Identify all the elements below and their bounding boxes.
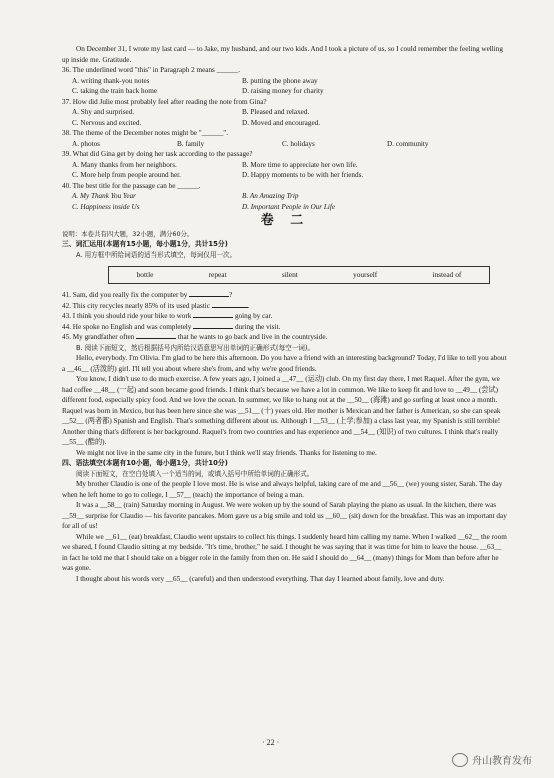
question-38 (62, 128, 508, 149)
section-title: 卷 二 (260, 213, 310, 228)
part4-paragraph-2: It was a __58__ (rain) Saturday morning in August. We were woken up by the sound of Sarah playing the piano as usual. In the kitchen, there was __59__ surprise for Claudio — his favorite pancakes. Mom gave us a big smile and told us __60__ (sit) down for the breakfast. This was an important day for all of us! (62, 501, 507, 530)
item-text: 43. I think you should ride your bike to work (62, 312, 192, 320)
option-a[interactable]: A. My Thank You Year (72, 192, 136, 200)
question-number: 39. (62, 150, 71, 158)
answer-blank[interactable] (136, 338, 176, 339)
option-a[interactable]: A. Many thanks from her neighbors. (72, 160, 177, 169)
part3-b-instruction: B. 阅读下面短文，然后根据括号内所给汉语意思写出单词的正确形式(每空一词)。 (76, 343, 315, 352)
watermark (452, 752, 532, 767)
item-text: 42. This city recycles nearly 85% of its used plastic (62, 301, 210, 310)
question-39 (62, 149, 508, 181)
item-text: 41. Sam, did you really fix the computer by (62, 291, 188, 299)
option-d[interactable]: D. raising money for charity (242, 87, 324, 95)
item-text: going by car. (234, 312, 273, 320)
option-c[interactable]: C. Happiness inside Us (72, 202, 140, 211)
answer-blank[interactable] (189, 296, 229, 297)
answer-blank[interactable] (193, 317, 233, 318)
option-d[interactable]: D. Important People in Our Life (242, 202, 336, 211)
answer-blank[interactable] (212, 307, 248, 308)
part3-b-paragraph-2: You know, I didn't use to do much exercise. A few years ago, I joined a __47__ (运动) club. On my first day there, I met Raquel. After the gym, we had coffee __48__ (一起) and soon became good friends. I think that's because we have a lot in common. We like to keep fit and love to __49__ (尝试) different food, especially spicy food. And we love the ocean. In summer, we like to hang out at the __50__ (海滩) and go surfing at least once a month. Raquel was born in Mexico, but has been here since she was __51__ (十) years old. Her mother is Mexican and her father is American, so she can speak __52__ (两者都) Spanish and English. That's something different about us. Although I __53__ (上学;参加) a class last year, my Spanish is still terrible! Another thing that's different is her background. Raquel's from two countries and has experience and __54__ (知识) of two cultures. I think that's really __55__ (酷的). (62, 375, 501, 446)
option-b[interactable]: B. family (177, 139, 205, 148)
question-stem: The best title for the passage can be ______. (72, 181, 201, 190)
option-c[interactable]: C. taking the train back home (72, 87, 158, 95)
word-box-item: instead of (432, 269, 462, 279)
part4-header: 四、语法填空(本题有10小题，每小题1分，共计10分) (62, 459, 228, 467)
page-content (62, 44, 508, 584)
option-c[interactable]: C. More help from people around her. (72, 171, 181, 179)
option-c[interactable]: C. holidays (282, 139, 315, 148)
question-number: 37. (62, 97, 71, 106)
item-text: during the visit. (234, 322, 281, 331)
item-text: . (247, 301, 250, 310)
passage-end: On December 31, I wrote my last card — to Jake, my husband, and our two kids. And I took a picture of us, so I could remember the feeling welling up inside me. Gratitude. (62, 45, 503, 64)
question-stem: The underlined word "this" in Paragraph 2 means ______. (72, 66, 241, 74)
fill-item-43 (62, 311, 508, 322)
word-box-item: yourself (353, 269, 378, 279)
question-36 (62, 65, 508, 97)
question-number: 40. (62, 181, 71, 190)
wechat-logo-icon (452, 753, 468, 767)
question-37 (62, 97, 508, 129)
part4-paragraph-4: I thought about his words very __65__ (careful) and then understood everything. That day I learned about family, love and duty. (76, 574, 445, 583)
part3-b-paragraph-1: Hello, everybody. I'm Olivia. I'm glad to be here this afternoon. Do you have a friend with an interesting background? Today, I'd like to tell you about a __46__ (活泼的) girl. I'll tell you about where she's from, and why we're good friends. (62, 354, 507, 373)
item-text: 45. My grandfather often (62, 333, 135, 341)
option-c[interactable]: C. Nervous and excited. (72, 118, 142, 127)
question-number: 36. (62, 66, 71, 74)
question-40 (62, 181, 508, 213)
page-number: · 22 · (262, 738, 280, 747)
fill-item-41 (62, 290, 508, 301)
section-note: 说明：本卷共有四大题，32小题，满分60分。 (62, 229, 194, 238)
word-box-item: silent (281, 269, 298, 279)
watermark-text: 舟山教育发布 (472, 756, 532, 767)
word-box-item: repeat (208, 269, 227, 279)
questions-block (62, 65, 508, 212)
fill-item-42 (62, 301, 508, 312)
item-text: 44. He spoke no English and was completely (62, 322, 192, 331)
question-number: 38. (62, 129, 71, 137)
option-a[interactable]: A. photos (72, 139, 100, 148)
part3-b-paragraph-3: We might not live in the same city in the future, but I think we'll stay friends. Thanks for listening to me. (76, 448, 377, 457)
option-a[interactable]: A. writing thank-you notes (72, 76, 150, 85)
part3-a-instruction: A. 用方框中所给词语的适当形式填空，每词仅用一次。 (76, 250, 237, 259)
part4-paragraph-1: My brother Claudio is one of the people I love most. He is wise and always helpful, taking care of me and __56__ (we) young sister, Sarah. The day when he left home to go to college, I __57__ (teach) the importance of being a man. (62, 480, 503, 499)
option-b[interactable]: B. Pleased and relaxed. (242, 108, 310, 116)
option-b[interactable]: B. An Amazing Trip (242, 192, 299, 200)
part3-header: 三、词汇运用(本题有15小题，每小题1分，共计15分) (62, 240, 228, 248)
word-box (108, 266, 490, 284)
part4-paragraph-3: While we __61__ (eat) breakfast, Claudio went upstairs to collect his things. I suddenly heard him calling my name. When I walked __62__ the room we shared, I found Claudio sitting at my bedside. "It's time, brother," he said. I thought he was saying that it was time for him to leave the house. __63__ in fact he told me that I should take on a bigger role in the family from then on. He said I should do __64__ (many) things for Mom than before after he was gone. (62, 532, 507, 572)
fill-item-44 (62, 322, 508, 333)
option-b[interactable]: B. More time to appreciate her own life. (242, 160, 358, 169)
option-b[interactable]: B. putting the phone away (242, 76, 318, 85)
option-d[interactable]: D. community (387, 139, 429, 148)
question-stem: What did Gina get by doing her task according to the passage? (72, 150, 253, 158)
option-d[interactable]: D. Moved and encouraged. (242, 118, 321, 127)
question-stem: How did Julie most probably feel after reading the note from Gina? (72, 97, 267, 106)
answer-blank[interactable] (193, 328, 233, 329)
part3-a-items (62, 290, 508, 343)
part4-instruction: 阅读下面短文，在空白处填入一个适当的词，或填入括号中所给单词的正确形式。 (76, 469, 314, 478)
question-stem: The theme of the December notes might be "______". (72, 129, 229, 137)
item-text: that he wants to go back and live in the countryside. (177, 333, 328, 341)
word-box-item: bottle (136, 269, 154, 279)
option-d[interactable]: D. Happy moments to be with her friends. (242, 171, 364, 179)
item-text: ? (229, 291, 233, 299)
option-a[interactable]: A. Shy and surprised. (72, 108, 135, 116)
fill-item-45 (62, 332, 508, 343)
